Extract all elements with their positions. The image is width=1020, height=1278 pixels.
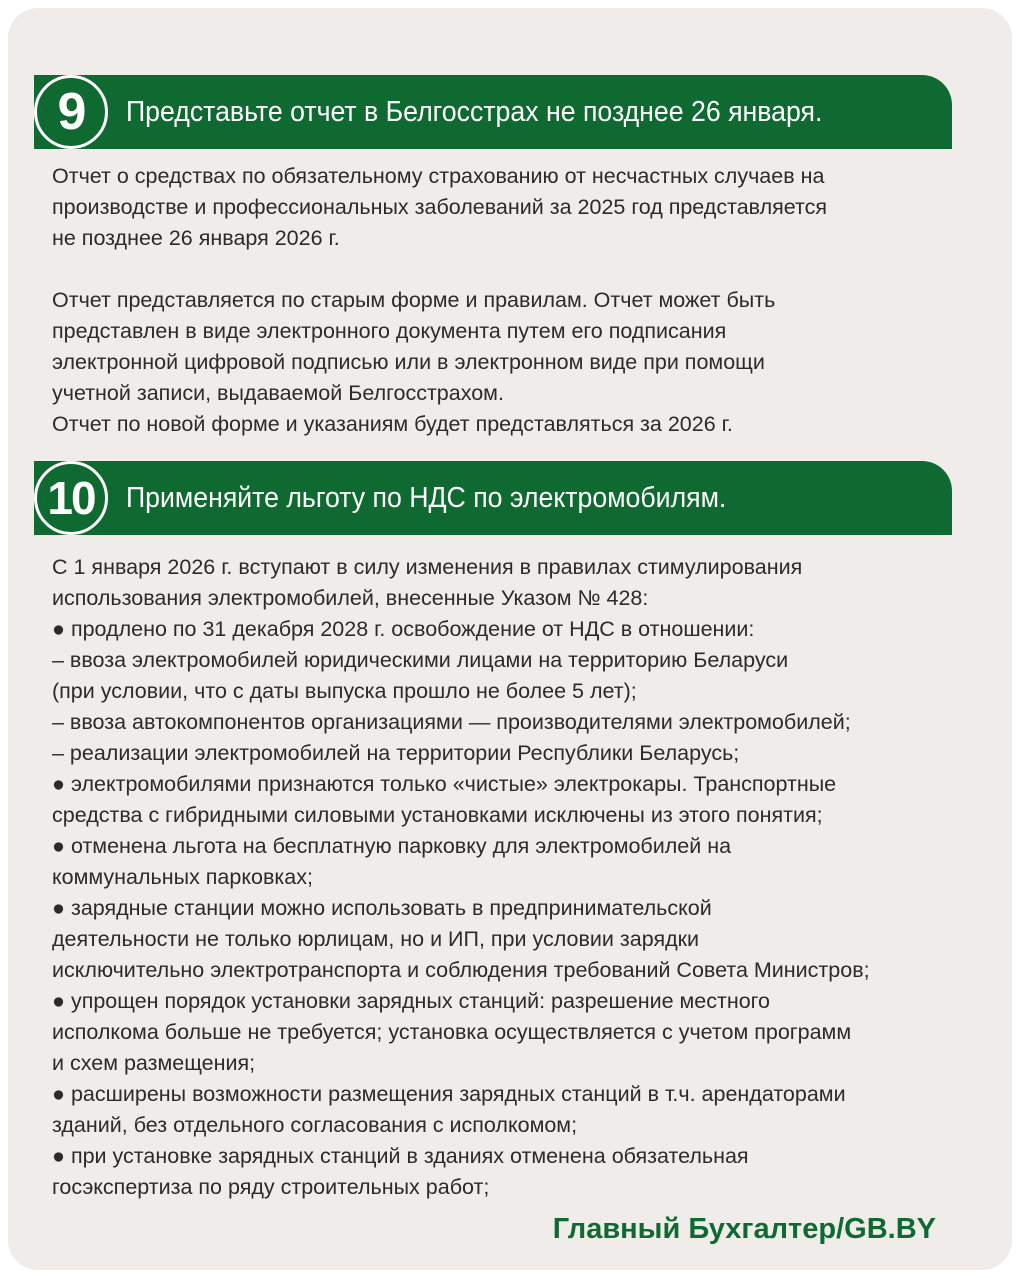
text-line: (при условии, что с даты выпуска прошло не более 5 лет); — [52, 679, 637, 703]
dash-line: – ввоза электромобилей юридическими лицами на территорию Беларуси — [52, 648, 789, 672]
text-line: Отчет о средствах по обязательному страхованию от несчастных случаев на — [52, 164, 825, 188]
text-line: производстве и профессиональных заболеваний за 2025 год представляется — [52, 195, 828, 219]
bullet-line: ● электромобилями признаются только «чистые» электрокары. Транспортные — [52, 772, 837, 796]
text-line: Отчет по новой форме и указаниям будет представляться за 2026 г. — [52, 412, 733, 436]
bullet-line: ● отменена льгота на бесплатную парковку для электромобилей на — [52, 834, 732, 858]
bullet-line: ● при установке зарядных станций в зданиях отменена обязательная — [52, 1144, 749, 1168]
dash-line: – ввоза автокомпонентов организациями — производителями электромобилей; — [52, 710, 851, 734]
section-10-body — [52, 552, 870, 1203]
infographic-card — [8, 8, 1012, 1270]
section-10-banner — [34, 461, 952, 535]
text-line: Отчет представляется по старым форме и правилам. Отчет может быть — [52, 288, 776, 312]
text-line: использования электромобилей, внесенные Указом № 428: — [52, 586, 649, 610]
text-line: представлен в виде электронного документа путем его подписания — [52, 319, 727, 343]
bullet-line: ● зарядные станции можно использовать в предпринимательской — [52, 896, 712, 920]
text-line: не позднее 26 января 2026 г. — [52, 226, 340, 250]
section-9-banner — [34, 75, 952, 149]
text-line: госэкспертиза по ряду строительных работ; — [52, 1175, 490, 1199]
bullet-line: ● расширены возможности размещения зарядных станций в т.ч. арендаторами — [52, 1082, 846, 1106]
text-line: учетной записи, выдаваемой Белгосстрахом. — [52, 381, 504, 405]
text-line: деятельности не только юрлицам, но и ИП, при условии зарядки — [52, 927, 700, 951]
bullet-line: ● продлено по 31 декабря 2028 г. освобождение от НДС в отношении: — [52, 617, 755, 641]
text-line: зданий, без отдельного согласования с исполкомом; — [52, 1113, 578, 1137]
text-line: средства с гибридными силовыми установками исключены из этого понятия; — [52, 803, 823, 827]
text-line: исключительно электротранспорта и соблюдения требований Совета Министров; — [52, 958, 870, 982]
text-line: исполкома больше не требуется; установка осуществляется с учетом программ — [52, 1020, 852, 1044]
section-10-title: Применяйте льготу по НДС по электромобилям. — [126, 482, 727, 514]
section-9-number: 9 — [34, 75, 108, 149]
section-9-title: Представьте отчет в Белгосстрах не позднее 26 января. — [126, 96, 823, 128]
text-line: электронной цифровой подписью или в электронном виде при помощи — [52, 350, 765, 374]
section-9-paragraph-2 — [52, 285, 775, 440]
brand-footer: Главный Бухгалтер/GB.BY — [552, 1213, 936, 1245]
section-10-number: 10 — [34, 461, 108, 535]
dash-line: – реализации электромобилей на территории Республики Беларусь; — [52, 741, 740, 765]
bullet-line: ● упрощен порядок установки зарядных станций: разрешение местного — [52, 989, 771, 1013]
text-line: С 1 января 2026 г. вступают в силу изменения в правилах стимулирования — [52, 555, 803, 579]
text-line: и схем размещения; — [52, 1051, 256, 1075]
text-line: коммунальных парковках; — [52, 865, 313, 889]
section-9-paragraph-1 — [52, 161, 827, 254]
